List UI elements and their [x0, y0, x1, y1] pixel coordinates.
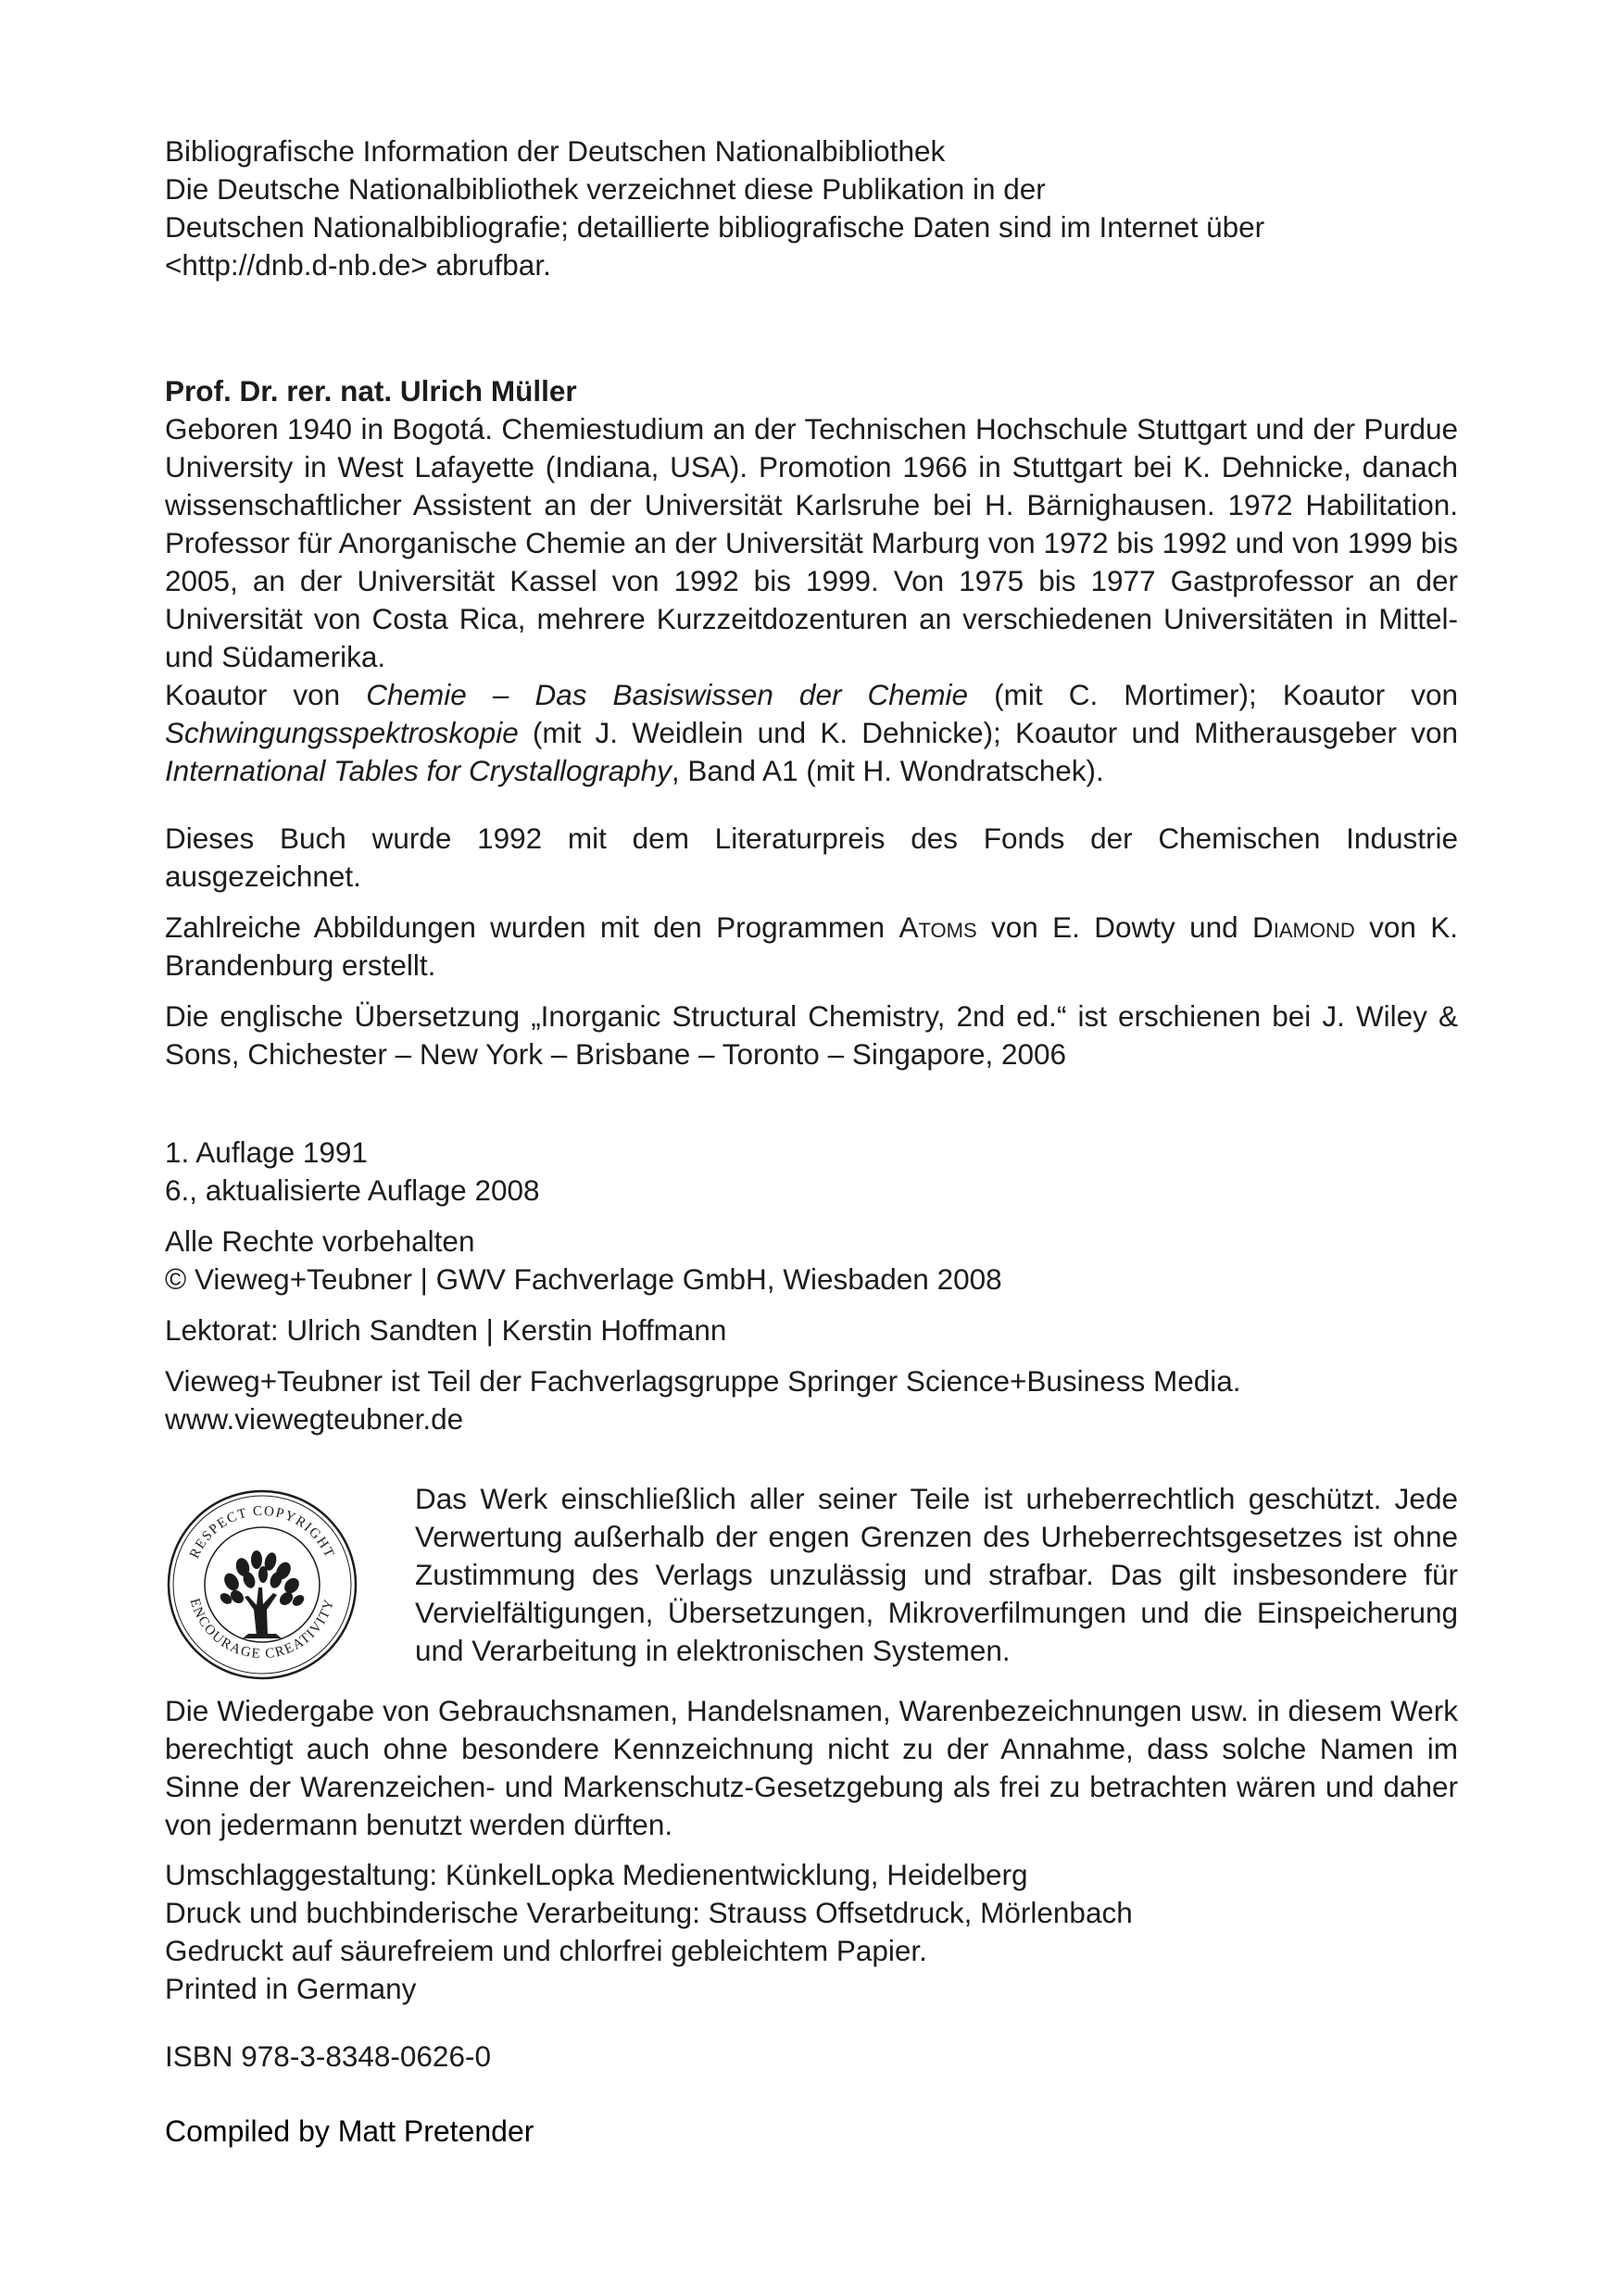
isbn: ISBN 978-3-8348-0626-0: [165, 2039, 491, 2073]
copyright-protection-text: Das Werk einschließlich aller seiner Teile ist urheberrechtlich geschützt. Jede Verwertung außerhalb der engen Grenzen des Urheberrechtsgesetzes ist ohne Zustimmung des Verlags unzulässig und strafbar. Das gilt insbesondere für Vervielfältigungen, Übersetzungen, Mikroverfilmungen und die Einspeicherung und Verarbeitung in elektronischen Systemen.: [415, 1482, 1458, 1667]
imprint-line: Deutschen Nationalbibliografie; detaillierte bibliografische Daten sind im Internet über: [165, 210, 1265, 244]
author-coauthorships: [165, 676, 1458, 790]
edition-info: [165, 1134, 1458, 1438]
trade-names-text: Die Wiedergabe von Gebrauchsnamen, Handelsnamen, Warenbezeichnungen usw. in diesem Werk berechtigt auch ohne besondere Kennzeichnung nicht zu der Annahme, dass solche Namen im Sinne der Warenzeichen- und Markenschutz-Gesetzgebung als frei zu betrachten wären und daher von jedermann benutzt werden dürften.: [165, 1694, 1458, 1841]
production-line: Printed in Germany: [165, 1972, 417, 2005]
book-title-schwingungsspektroskopie: Schwingungsspektroskopie: [165, 716, 519, 749]
seal-bottom-text: ENCOURAGE CREATIVITY: [186, 1597, 338, 1662]
coauthor-text: (mit C. Mortimer); Koautor von: [968, 678, 1459, 711]
imprint-line: Bibliografische Information der Deutschen Nationalbibliothek: [165, 134, 946, 168]
coauthor-text: , Band A1 (mit H. Wondratschek).: [671, 754, 1104, 787]
translation-note: Die englische Übersetzung „Inorganic Structural Chemistry, 2nd ed.“ ist erschienen bei J. Wiley & Sons, Chichester – New York – Brisbane – Toronto – Singapore, 2006: [165, 999, 1458, 1071]
programs-text: von E. Dowty und: [976, 910, 1252, 944]
rights-reserved: Alle Rechte vorbehalten: [165, 1224, 475, 1258]
imprint-line: Die Deutsche Nationalbibliothek verzeichnet diese Publikation in der: [165, 172, 1046, 206]
trade-names-section: [165, 1692, 1458, 1844]
award-note: Dieses Buch wurde 1992 mit dem Literaturpreis des Fonds der Chemischen Industrie ausgezeichnet.: [165, 822, 1458, 893]
production-line: Umschlaggestaltung: KünkelLopka Medienentwicklung, Heidelberg: [165, 1858, 1028, 1891]
compiled-by: Compiled by Matt Pretender: [165, 2114, 534, 2148]
rights-text: [415, 1480, 1458, 1670]
program-atoms: Atoms: [898, 910, 977, 944]
sixth-edition: 6., aktualisierte Auflage 2008: [165, 1173, 540, 1207]
programs-text: von K. Brandenburg erstellt.: [165, 910, 1458, 982]
author-name: Prof. Dr. rer. nat. Ulrich Müller: [165, 374, 577, 408]
coauthor-text: Koautor von: [165, 678, 367, 711]
production-line: Druck und buchbinderische Verarbeitung: Strauss Offsetdruck, Mörlenbach: [165, 1896, 1133, 1929]
book-title-chemie: Chemie – Das Basiswissen der Chemie: [366, 678, 969, 711]
copyright-notice-row: [165, 1480, 1458, 1693]
book-notes: [165, 820, 1458, 1073]
publisher-group: Vieweg+Teubner ist Teil der Fachverlagsgruppe Springer Science+Business Media.: [165, 1364, 1241, 1398]
respect-copyright-seal-icon: [165, 1487, 359, 1682]
coauthor-text: (mit J. Weidlein und K. Dehnicke); Koautor und Mitherausgeber von: [518, 716, 1458, 749]
author-section: [165, 372, 1458, 790]
copyright-line: © Vieweg+Teubner | GWV Fachverlage GmbH, Wiesbaden 2008: [165, 1262, 1002, 1296]
production-line: Gedruckt auf säurefreiem und chlorfrei gebleichtem Papier.: [165, 1934, 927, 1967]
imprint-line: <http://dnb.d-nb.de> abrufbar.: [165, 248, 551, 282]
lektorat-line: Lektorat: Ulrich Sandten | Kerstin Hoffmann: [165, 1313, 727, 1347]
seal-top-text: RESPECT COPYRIGHT: [187, 1503, 337, 1562]
book-title-international-tables: International Tables for Crystallography: [165, 754, 672, 787]
bibliographic-info: [165, 132, 1458, 284]
author-bio: Geboren 1940 in Bogotá. Chemiestudium an der Technischen Hochschule Stuttgart und der Purdue University in West Lafayette (Indiana, USA). Promotion 1966 in Stuttgart bei K. Dehnicke, danach wissenschaftlicher Assistent an der Universität Karlsruhe bei H. Bärnighausen. 1972 Habilitation. Professor für Anorganische Chemie an der Universität Marburg von 1972 bis 1992 und von 1999 bis 2005, an der Universität Kassel von 1992 bis 1999. Von 1975 bis 1977 Gastprofessor an der Universität von Costa Rica, mehrere Kurzzeitdozenturen an verschiedenen Universitäten in Mittel- und Südamerika.: [165, 412, 1458, 673]
publisher-website: www.viewegteubner.de: [165, 1402, 464, 1436]
programs-note: [165, 909, 1458, 985]
program-diamond: Diamond: [1252, 910, 1355, 944]
programs-text: Zahlreiche Abbildungen wurden mit den Programmen: [165, 910, 899, 944]
first-edition: 1. Auflage 1991: [165, 1135, 368, 1169]
production-info: [165, 1856, 1458, 2008]
